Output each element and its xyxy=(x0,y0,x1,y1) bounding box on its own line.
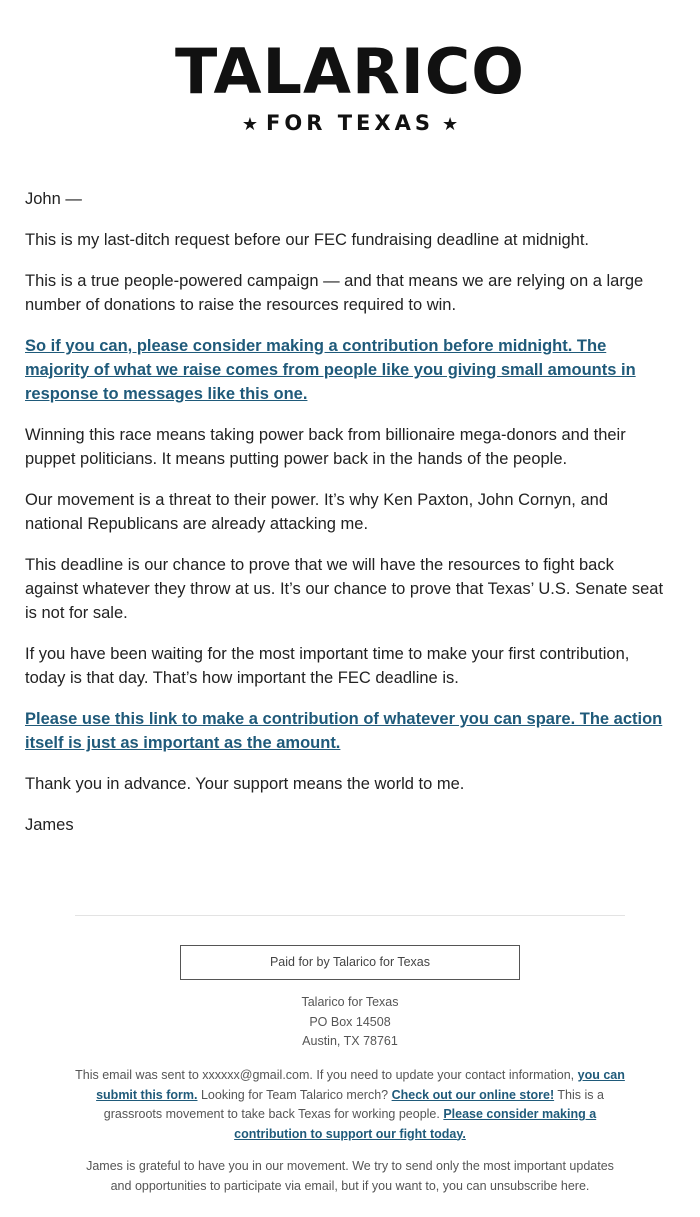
address-po-box: PO Box 14508 xyxy=(309,1014,391,1029)
greeting: John — xyxy=(25,190,82,208)
logo-wordmark: TALARICO xyxy=(175,35,525,108)
body-paragraph: Thank you in advance. Your support means the world to me. xyxy=(25,775,465,793)
signoff: James xyxy=(25,816,74,834)
address-city: Austin, TX 78761 xyxy=(302,1034,398,1048)
body-paragraph: This is a true people-powered campaign — and that means we are relying on a large number of donations to raise the resources required to win. xyxy=(25,272,644,314)
logo-tagline: FOR TEXAS xyxy=(266,111,434,135)
footer-closing: James is grateful to have you in our movement. We try to send only the most important updates and opportunities to participate via email, but if you want to, you can unsubscribe here. xyxy=(86,1159,614,1193)
address-org: Talarico for Texas xyxy=(301,995,399,1009)
notice-text: This is a grassroots movement to take back Texas for working people. xyxy=(103,1087,604,1121)
online-store-link[interactable]: Check out our online store! xyxy=(391,1087,555,1102)
body-paragraph: This deadline is our chance to prove that we will have the resources to fight back against whatever they throw at us. It’s our chance to prove that Texas’ U.S. Senate seat is not for sale. xyxy=(25,556,664,622)
contribution-link[interactable]: Please use this link to make a contribution of whatever you can spare. The action itself is just as important as the amount. xyxy=(25,710,663,752)
logo-tagline-row xyxy=(0,110,700,138)
campaign-logo xyxy=(0,35,700,138)
body-paragraph: This is my last-ditch request before our FEC fundraising deadline at midnight. xyxy=(25,231,590,249)
body-paragraph: Our movement is a threat to their power. It’s why Ken Paxton, John Cornyn, and national Republicans are already attacking me. xyxy=(25,491,608,533)
email-body xyxy=(25,187,670,854)
star-icon: ★ xyxy=(241,114,259,135)
mailing-address xyxy=(0,993,700,1052)
notice-text: This email was sent to xxxxxx@gmail.com. If you need to update your contact information, xyxy=(75,1068,578,1082)
paid-for-disclaimer: Paid for by Talarico for Texas xyxy=(180,945,520,980)
body-paragraph: Winning this race means taking power back from billionaire mega-donors and their puppet politicians. It means putting power back in the hands of the people. xyxy=(25,426,626,468)
support-contribution-link[interactable]: Please consider making a contribution to support our fight today. xyxy=(234,1107,597,1141)
star-icon: ★ xyxy=(441,114,459,135)
body-paragraph: If you have been waiting for the most important time to make your first contribution, today is that day. That’s how important the FEC deadline is. xyxy=(25,645,630,687)
notice-text: Looking for Team Talarico merch? xyxy=(197,1087,392,1102)
contribution-link[interactable]: So if you can, please consider making a contribution before midnight. The majority of what we raise comes from people like you giving small amounts in response to messages like this one. xyxy=(25,337,636,403)
cta-paragraph xyxy=(25,334,670,406)
footer-divider xyxy=(75,915,625,916)
cta-paragraph xyxy=(25,707,670,755)
footer-notice xyxy=(75,1066,625,1144)
update-contact-link[interactable]: you can submit this form. xyxy=(96,1068,625,1102)
